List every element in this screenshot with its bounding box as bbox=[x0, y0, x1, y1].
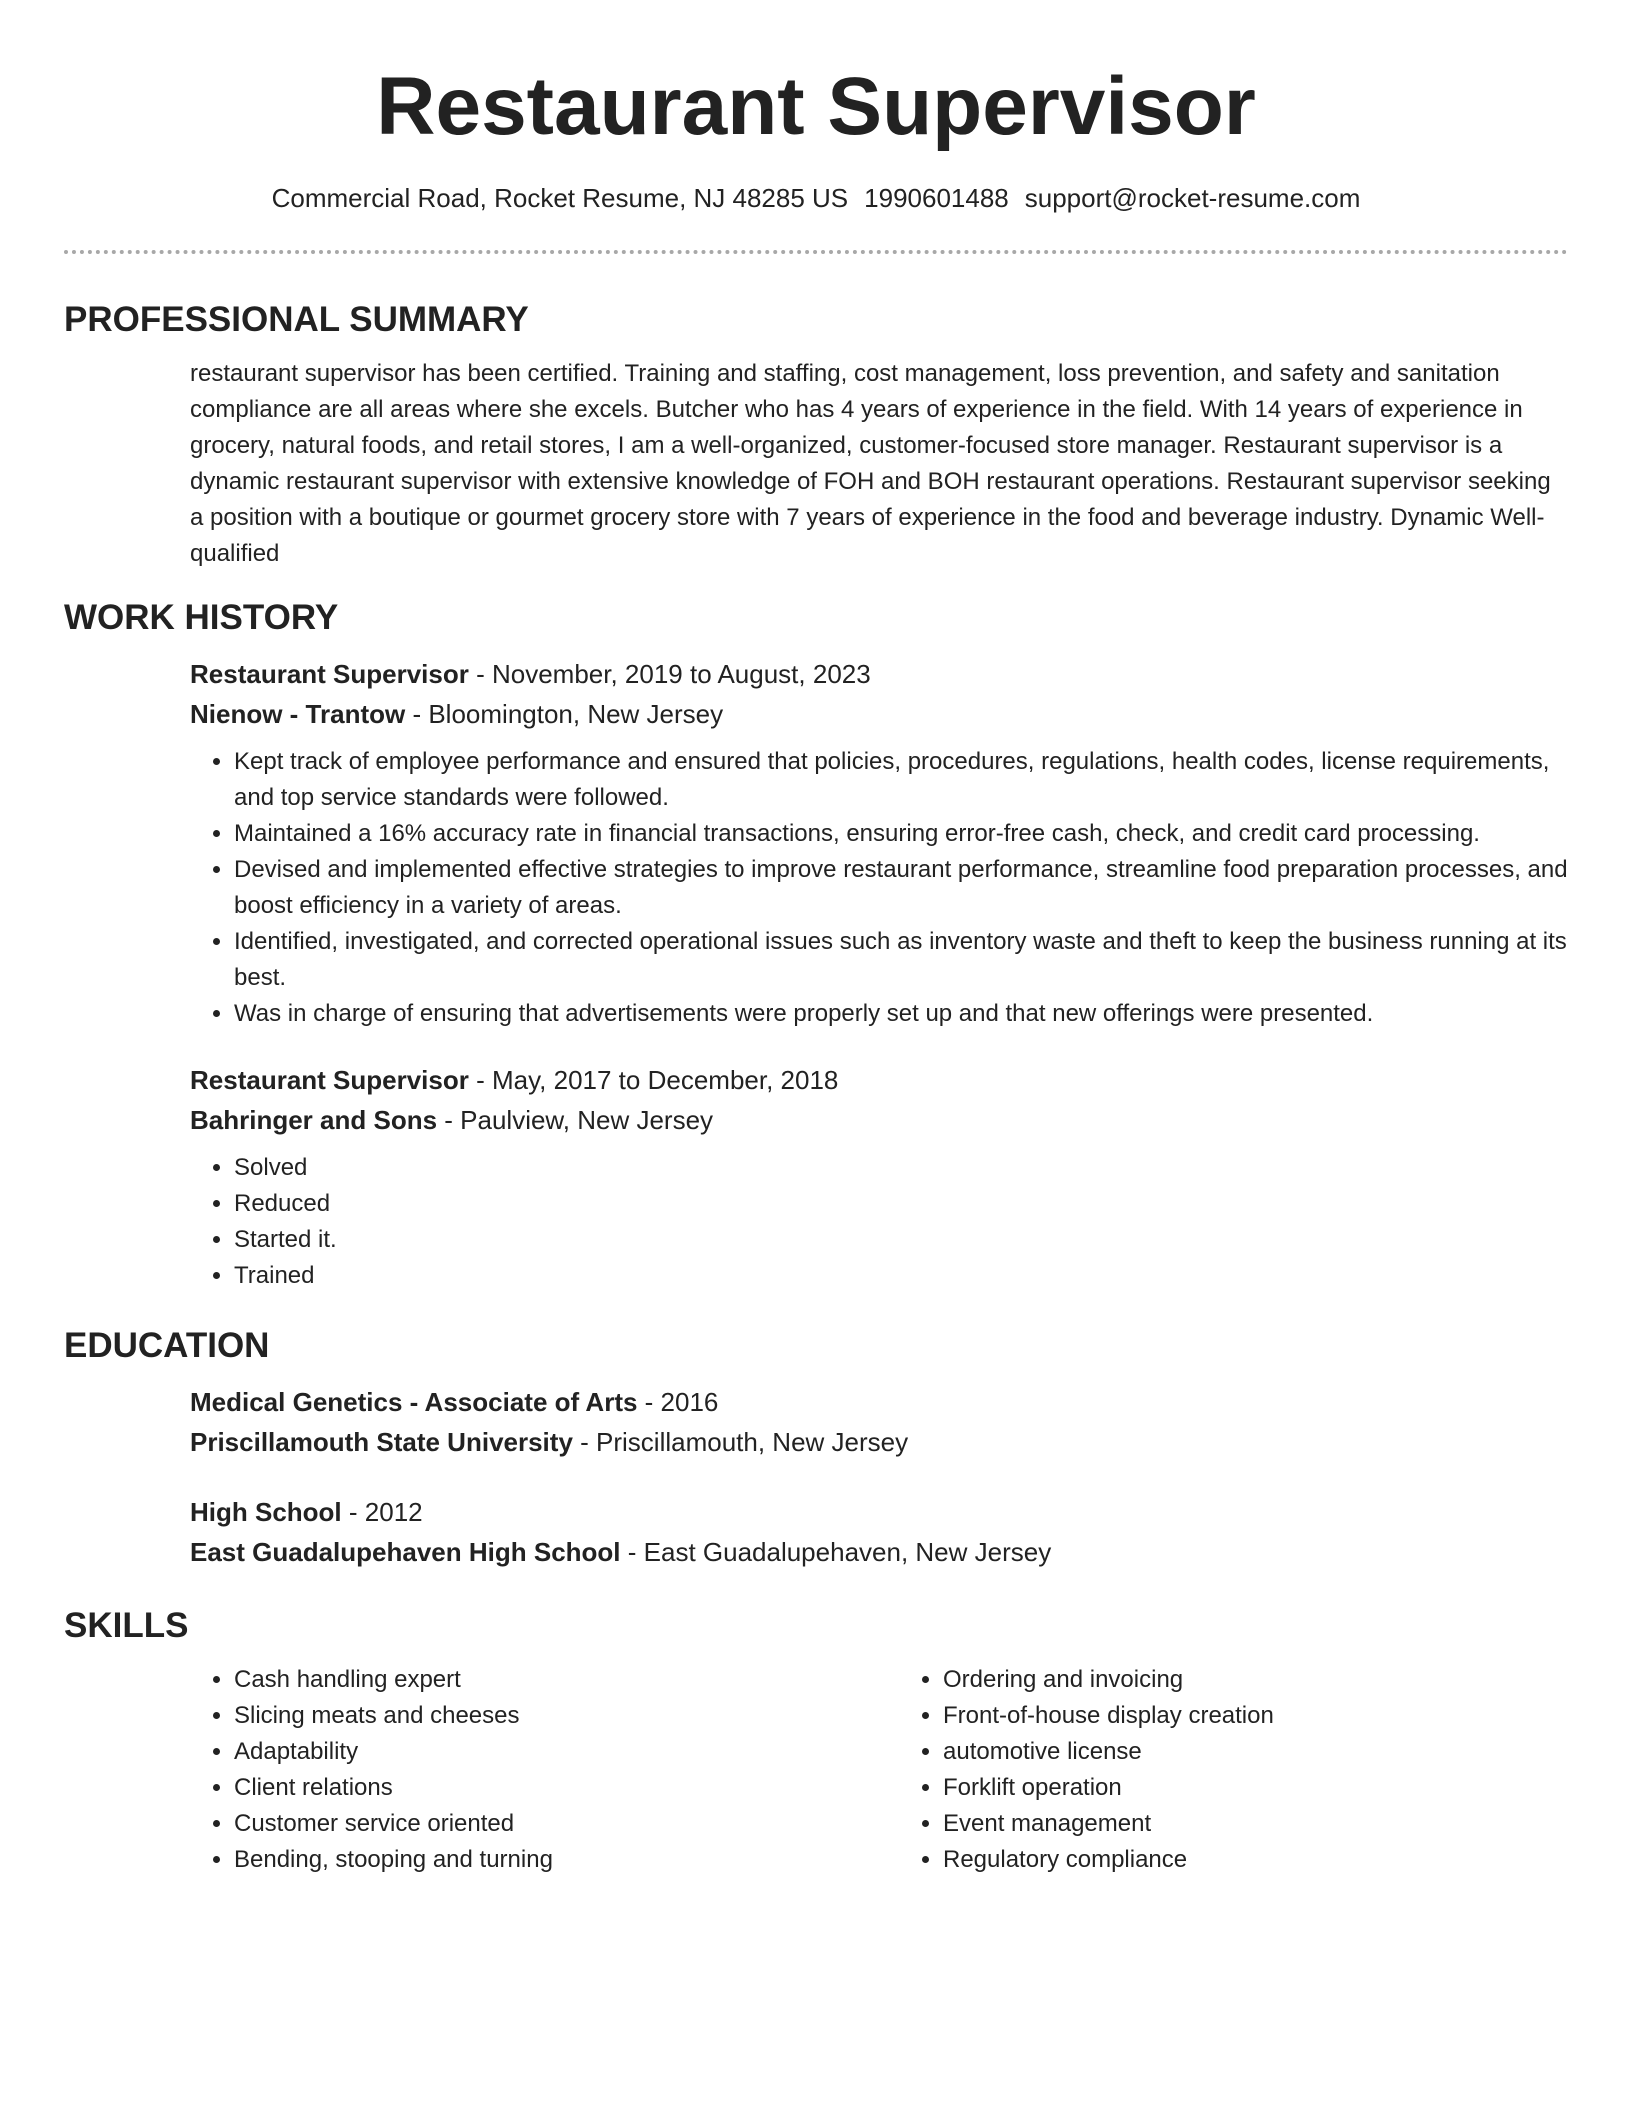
skill-item: • Event management bbox=[943, 1806, 1568, 1842]
skill-item: • Regulatory compliance bbox=[943, 1842, 1568, 1878]
job-bullet: • Devised and implemented effective strategies to improve restaurant performance, streamline food preparation processes, and boost efficiency in a variety of areas. bbox=[234, 852, 1568, 924]
job-bullets bbox=[190, 744, 1568, 1032]
skill-item: • Customer service oriented bbox=[234, 1806, 859, 1842]
degree: High School bbox=[190, 1497, 342, 1527]
school: East Guadalupehaven High School bbox=[190, 1537, 621, 1567]
job-bullet: • Identified, investigated, and corrected operational issues such as inventory waste and theft to keep the business running at its best. bbox=[234, 924, 1568, 996]
summary-section bbox=[64, 296, 1568, 572]
degree-line bbox=[190, 1382, 1568, 1422]
job-bullet: • Maintained a 16% accuracy rate in financial transactions, ensuring error-free cash, check, and credit card processing. bbox=[234, 816, 1568, 852]
summary-heading: PROFESSIONAL SUMMARY bbox=[64, 300, 529, 339]
header-divider bbox=[64, 250, 1568, 254]
job-bullet: • Started it. bbox=[234, 1222, 1568, 1258]
work-history-heading: WORK HISTORY bbox=[64, 598, 339, 637]
job-bullet: • Kept track of employee performance and ensured that policies, procedures, regulations, health codes, license requirements, and top service standards were followed. bbox=[234, 744, 1568, 816]
school-line bbox=[190, 1532, 1568, 1572]
job-entry bbox=[190, 1060, 1568, 1294]
job-location: - Bloomington, New Jersey bbox=[405, 699, 724, 729]
degree-year: - 2016 bbox=[637, 1387, 719, 1417]
job-bullet: • Was in charge of ensuring that advertisements were properly set up and that new offerings were presented. bbox=[234, 996, 1568, 1032]
school-line bbox=[190, 1422, 1568, 1462]
skill-item: • Adaptability bbox=[234, 1734, 859, 1770]
job-bullet: • Solved bbox=[234, 1150, 1568, 1186]
education-entry bbox=[190, 1492, 1568, 1572]
degree: Medical Genetics - Associate of Arts bbox=[190, 1387, 638, 1417]
job-dates: - May, 2017 to December, 2018 bbox=[468, 1065, 839, 1095]
contact-phone: 1990601488 bbox=[864, 183, 1009, 213]
skill-item: • Client relations bbox=[234, 1770, 859, 1806]
job-company: Nienow - Trantow bbox=[190, 699, 406, 729]
degree-year: - 2012 bbox=[341, 1497, 423, 1527]
job-entry bbox=[190, 654, 1568, 1032]
job-role: Restaurant Supervisor bbox=[190, 659, 469, 689]
work-history-section bbox=[64, 594, 1568, 1294]
education-section bbox=[64, 1322, 1568, 1572]
skill-item: • automotive license bbox=[943, 1734, 1568, 1770]
summary-text: restaurant supervisor has been certified. Training and staffing, cost management, loss prevention, and safety and sanitation compliance are all areas where she excels. Butcher who has 4 years of experience in the field. With 14 years of experience in grocery, natural foods, and retail stores, I am a well-organized, customer-focused store manager. Restaurant supervisor is a dynamic restaurant supervisor with extensive knowledge of FOH and BOH restaurant operations. Restaurant supervisor seeking a position with a boutique or gourmet grocery store with 7 years of experience in the food and beverage industry. Dynamic Well-qualified bbox=[190, 360, 1551, 567]
resume-name: Restaurant Supervisor bbox=[376, 61, 1256, 152]
skill-item: • Forklift operation bbox=[943, 1770, 1568, 1806]
contact-email[interactable]: support@rocket-resume.com bbox=[1024, 183, 1361, 213]
job-dates: - November, 2019 to August, 2023 bbox=[468, 659, 871, 689]
job-title-line bbox=[190, 1060, 1568, 1100]
job-role: Restaurant Supervisor bbox=[190, 1065, 469, 1095]
job-bullet: • Trained bbox=[234, 1258, 1568, 1294]
skills-list-left bbox=[190, 1662, 859, 1878]
resume-content bbox=[64, 296, 1568, 1878]
job-bullets bbox=[190, 1150, 1568, 1294]
skill-item: • Bending, stooping and turning bbox=[234, 1842, 859, 1878]
job-location: - Paulview, New Jersey bbox=[437, 1105, 714, 1135]
contact-line bbox=[0, 180, 1632, 216]
job-company-line bbox=[190, 1100, 1568, 1140]
skills-section bbox=[64, 1602, 1568, 1878]
skill-item: • Ordering and invoicing bbox=[943, 1662, 1568, 1698]
skills-list-right bbox=[899, 1662, 1568, 1878]
job-company: Bahringer and Sons bbox=[190, 1105, 438, 1135]
job-bullet: • Reduced bbox=[234, 1186, 1568, 1222]
education-heading: EDUCATION bbox=[64, 1326, 270, 1365]
school-location: - East Guadalupehaven, New Jersey bbox=[620, 1537, 1052, 1567]
degree-line bbox=[190, 1492, 1568, 1532]
skills-heading: SKILLS bbox=[64, 1606, 189, 1645]
school: Priscillamouth State University bbox=[190, 1427, 573, 1457]
skill-item: • Slicing meats and cheeses bbox=[234, 1698, 859, 1734]
skill-item: • Front-of-house display creation bbox=[943, 1698, 1568, 1734]
skill-item: • Cash handling expert bbox=[234, 1662, 859, 1698]
education-entry bbox=[190, 1382, 1568, 1462]
skills-columns bbox=[190, 1662, 1568, 1878]
school-location: - Priscillamouth, New Jersey bbox=[572, 1427, 909, 1457]
job-title-line bbox=[190, 654, 1568, 694]
contact-address: Commercial Road, Rocket Resume, NJ 48285 US bbox=[271, 183, 849, 213]
job-company-line bbox=[190, 694, 1568, 734]
